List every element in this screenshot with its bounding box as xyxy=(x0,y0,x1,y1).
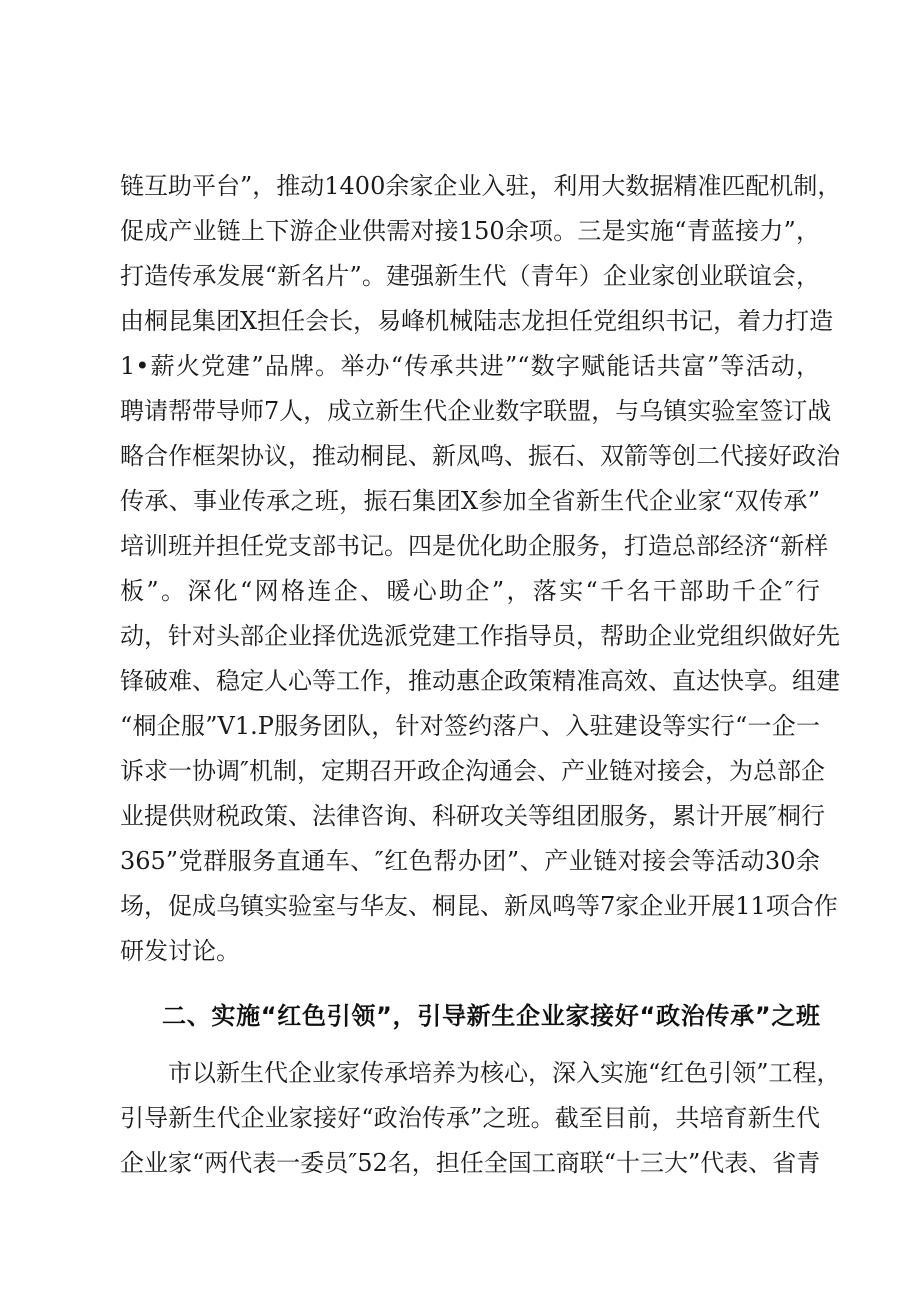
text-line: 业提供财税政策、法律咨询、科研攻关等组团服务，累计开展″桐行 xyxy=(120,802,825,830)
text-line: 场，促成乌镇实验室与华友、桐昆、新凤鸣等7家企业开展11项合作 xyxy=(120,892,838,920)
text-line: 市以新生代企业家传承培养为核心，深入实施“红色引领”工程， xyxy=(168,1059,841,1087)
text-line: 诉求一协调″机制，定期召开政企沟通会、产业链对接会，为总部企 xyxy=(120,757,825,785)
text-line: 研发讨论。 xyxy=(120,937,240,965)
text-line: 略合作框架协议，推动桐昆、新凤鸣、振石、双箭等创二代接好政治 xyxy=(120,442,840,470)
text-line: 促成产业链上下游企业供需对接150余项。三是实施“青蓝接力”， xyxy=(120,217,820,245)
text-line: 板”。深化“网格连企、暖心助企”，落实“千名干部助千企″行 xyxy=(120,577,820,605)
text-line: 365”党群服务直通车、″红色帮办团”、产业链对接会等活动30余 xyxy=(120,847,820,875)
text-line: 引导新生代企业家接好“政治传承”之班。截至目前，共培育新生代 xyxy=(120,1104,820,1132)
text-line: 聘请帮带导师7人，成立新生代企业数字联盟，与乌镇实验室签订战 xyxy=(120,397,832,425)
text-line: 1•薪火党建”品牌。举办“传承共进”“数字赋能话共富”等活动， xyxy=(120,352,820,380)
text-line: “桐企服”V1.P服务团队，针对签约落户、入驻建设等实行“一企一 xyxy=(120,712,820,740)
text-line: 传承、事业传承之班，振石集团X参加全省新生代企业家“双传承” xyxy=(120,487,820,515)
text-line: 由桐昆集团X担任会长，易峰机械陆志龙担任党组织书记，着力打造 xyxy=(120,307,834,335)
section-heading: 二、实施“红色引领”，引导新生企业家接好“政治传承”之班 xyxy=(162,1002,820,1030)
text-line: 链互助平台”，推动1400余家企业入驻，利用大数据精准匹配机制， xyxy=(120,172,842,200)
text-line: 培训班并担任党支部书记。四是优化助企服务，打造总部经济“新样 xyxy=(120,532,829,560)
text-line: 打造传承发展“新名片”。建强新生代（青年）企业家创业联谊会， xyxy=(120,262,820,290)
text-line: 企业家“两代表一委员″52名，担任全国工商联“十三大”代表、省青 xyxy=(120,1149,821,1177)
text-line: 锋破难、稳定人心等工作，推动惠企政策精准高效、直达快享。组建 xyxy=(120,667,840,695)
text-line: 动，针对头部企业择优选派党建工作指导员，帮助企业党组织做好先 xyxy=(120,622,840,650)
